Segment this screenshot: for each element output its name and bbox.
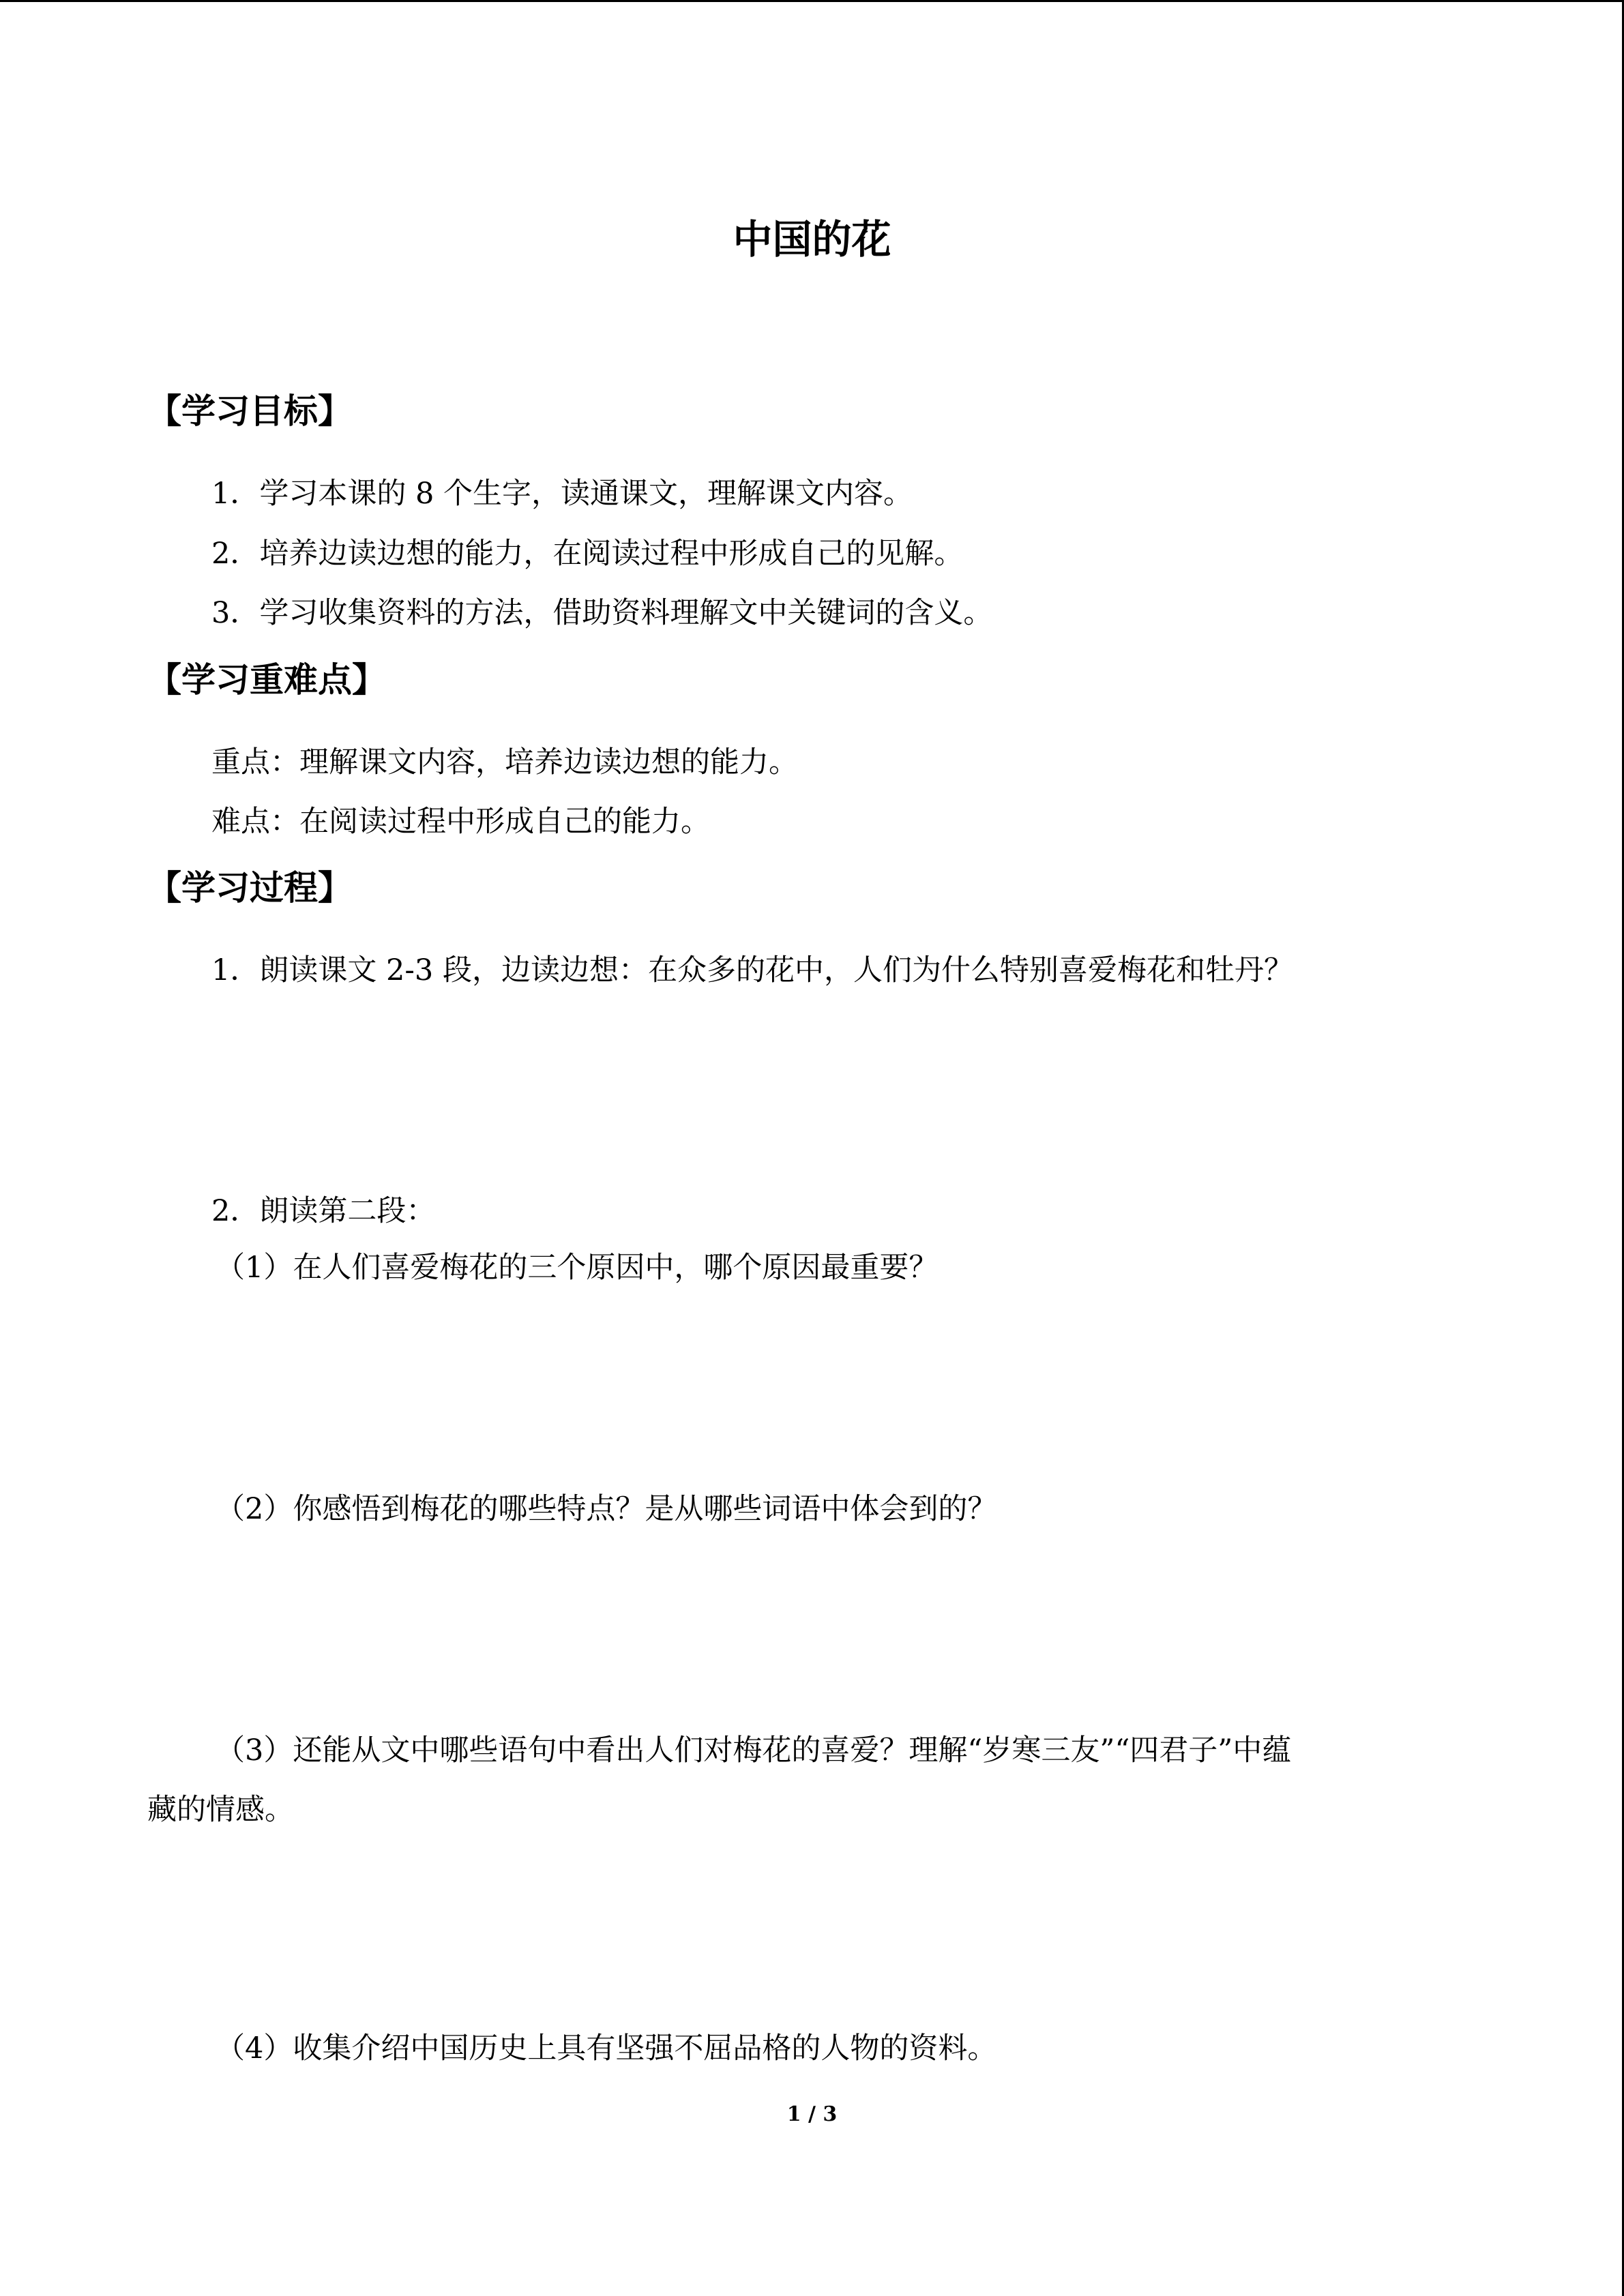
key-point-item: 重点：理解课文内容，培养边读边想的能力。 <box>211 745 798 779</box>
sub-question-3: （3）还能从文中哪些语句中看出人们对梅花的喜爱？理解“岁寒三友”“四君子”中蕴 <box>216 1733 1292 1768</box>
sub-question-2: （2）你感悟到梅花的哪些特点？是从哪些词语中体会到的？ <box>216 1492 997 1526</box>
sub-question-4: （4）收集介绍中国历史上具有坚强不屈品格的人物的资料。 <box>216 2031 997 2066</box>
process-question-2: 2．朗读第二段： <box>211 1194 436 1228</box>
goal-item-2: 2．培养边读边想的能力，在阅读过程中形成自己的见解。 <box>211 537 964 571</box>
process-question-1: 1．朗读课文 2-3 段，边读边想：在众多的花中，人们为什么特别喜爱梅花和牡丹？ <box>211 953 1293 987</box>
goal-item-1: 1．学习本课的 8 个生字，读通课文，理解课文内容。 <box>211 477 913 511</box>
sub-question-1: （1）在人们喜爱梅花的三个原因中，哪个原因最重要？ <box>216 1251 939 1285</box>
page-number: 1 / 3 <box>786 2102 838 2126</box>
section-heading-learning-goals: 【学习目标】 <box>147 391 352 431</box>
section-heading-key-points: 【学习重难点】 <box>147 660 386 700</box>
section-heading-learning-process: 【学习过程】 <box>147 868 352 908</box>
sub-question-3-continued: 藏的情感。 <box>147 1793 294 1827</box>
goal-item-3: 3．学习收集资料的方法，借助资料理解文中关键词的含义。 <box>211 596 993 630</box>
difficult-point-item: 难点：在阅读过程中形成自己的能力。 <box>211 805 710 839</box>
document-title: 中国的花 <box>733 216 891 263</box>
